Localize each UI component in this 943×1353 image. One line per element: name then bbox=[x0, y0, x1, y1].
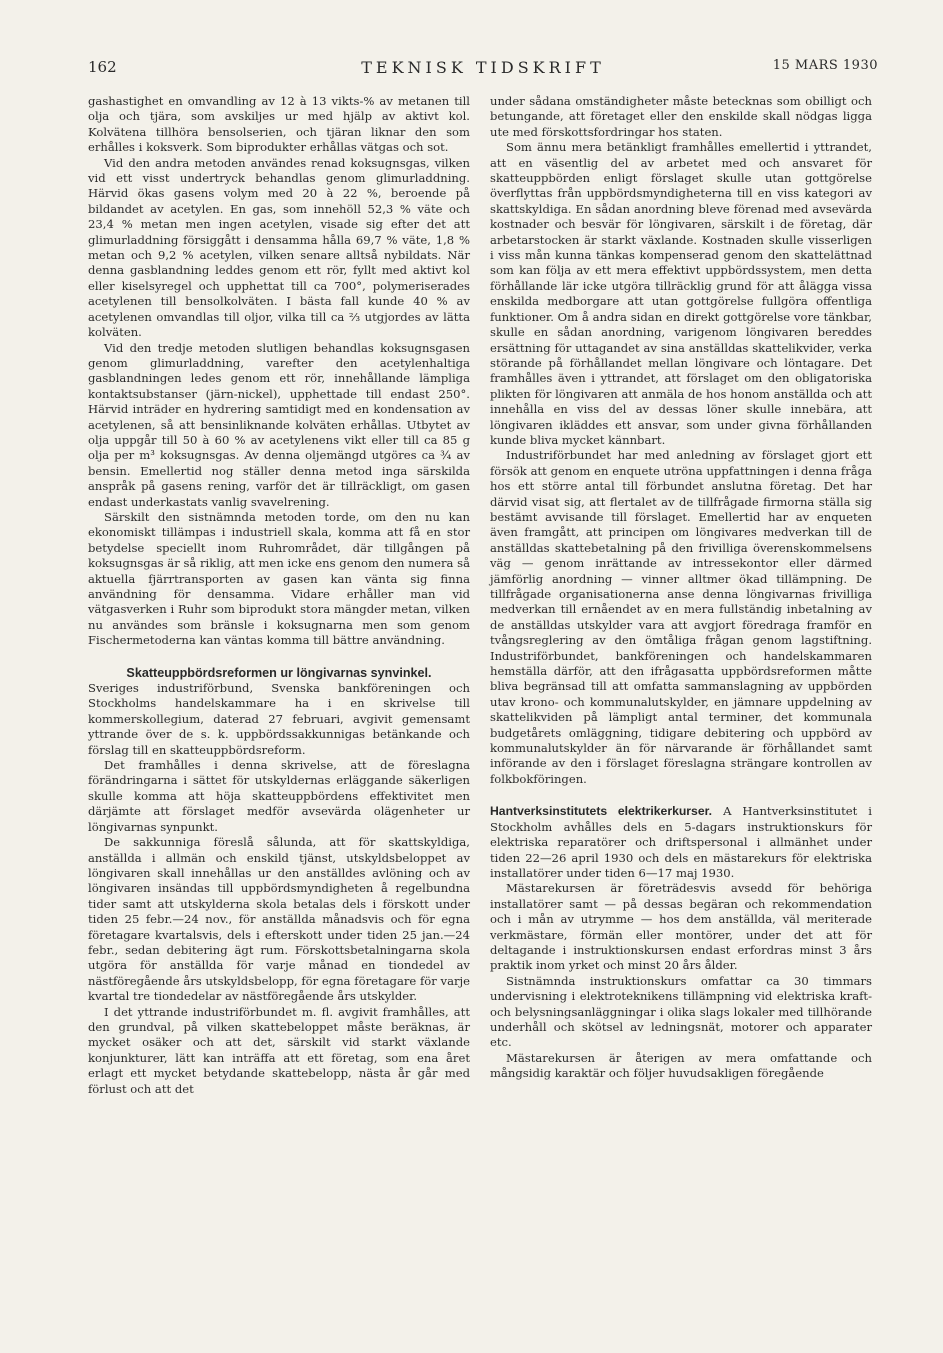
paragraph: Det framhålles i denna skrivelse, att de föreslagna förändringarna i sättet för utskyldernas erläggande säkerligen skulle komma att höja skatteuppbördens effektivitet men därjämte att förslaget medför avsevärda olägenheter ur löngivarnas synpunkt. bbox=[88, 758, 470, 834]
paragraph: I det yttrande industriförbundet m. fl. avgivit framhålles, att den grundval, på vilken skattebeloppet måste beräknas, är mycket osäker och att det, särskilt vid starkt växlande konjunkturer, lätt kan inträffa att ett företag, som ena året erlagt ett mycket betydande skattebelopp, nästa år går med förlust och att det bbox=[88, 1004, 470, 1096]
right-column bbox=[490, 94, 872, 1082]
paragraph: Som ännu mera betänkligt framhålles emellertid i yttrandet, att en väsentlig del av arbetet med och ansvaret för skatteuppbörden enligt förslaget skulle utan gottgörelse överflyttas från uppbördsmyndigheterna till en viss kategori av skattskyldiga. En sådan anordning bleve förenad med avsevärda kostnader och besvär för löngivaren, särskilt i de företag, där arbetarstocken är starkt växlande. Kostnaden skulle visserligen i viss mån kunna tänkas kompenserad genom den skattelättnad som kan följa av ett mera effektivt uppbördssystem, men detta förhållande lär icke utgöra tillräcklig grund för att ålägga vissa enskilda medborgare att utan gottgörelse fullgöra offentliga funktioner. Om å andra sidan en direkt gottgörelse vore tänkbar, skulle en sådan anordning, varigenom löngivaren bereddes ersättning för uttagandet av sina anställdas skattelikvider, verka störande på förhållandet mellan löngivare och löntagare. Det framhålles även i yttrandet, att förslaget om den obligatoriska plikten för löngivaren att anmäla de hos honom anställda och att innehålla en viss del av dessas löner skulle innebära, att löngivaren ikläddes ett ansvar, som under givna förhållanden kunde bliva mycket kännbart. bbox=[490, 140, 872, 447]
paragraph: Särskilt den sistnämnda metoden torde, om den nu kan ekonomiskt tillämpas i industriell skala, komma att få en stor betydelse speciellt inom Ruhrområdet, där tillgången på koksugnsgas är så riklig, att men icke ens genom den numera så aktuella fjärrtransporten av gasen kan vänta sig finna användning för densamma. Vidare erhåller man vid vätgasverken i Ruhr som biprodukt stora mängder metan, vilken nu användes som bränsle i koksugnarna men som genom Fischermetoderna kan väntas komma till bättre användning. bbox=[88, 509, 470, 648]
paragraph: De sakkunniga föreslå sålunda, att för skattskyldiga, anställda i allmän och enskild tjänst, utskyldsbeloppet av löngivaren skall innehållas ur den anställdes avlöning och av löngivaren insändas till uppbördsmyndigheten å regelbundna tider samt att utskylderna skola betalas dels i förskott under tiden 25 febr.—24 nov., för anställda månadsvis och för egna företagare kvartalsvis, dels i efterskott under tiden 25 jan.—24 febr., sedan debitering ägt rum. Förskottsbetalningarna skola utgöra för anställda för varje månad en tiondedel av nästföregående års utskyldsbelopp, för egna företagare för varje kvartal tre tiondedelar av nästföregående års utskylder. bbox=[88, 835, 470, 1004]
paragraph: Mästarekursen är företrädesvis avsedd för behöriga installatörer samt — på dessas begäran och rekommendation och i mån av utrymme — hos dem anställda, väl meriterade verkmästare, förmän eller montörer, under det att för deltagande i instruktionskursen endast erfordras minst 3 års praktik inom yrket och minst 20 års ålder. bbox=[490, 881, 872, 973]
paragraph: under sådana omständigheter måste betecknas som obilligt och betungande, att företaget eller den enskilde skall nödgas ligga ute med förskottsfordringar hos staten. bbox=[490, 94, 872, 139]
paragraph-text: A Hantverksinstitutet i Stockholm avhålles dels en 5-dagars instruktionskurs för elektriska reparatörer och driftspersonal i allmänhet under tiden 22—26 april 1930 och dels en mästarekurs för elektriska installatörer under tiden 6—17 maj 1930. bbox=[490, 804, 873, 880]
paragraph: gashastighet en omvandling av 12 à 13 vikts-% av metanen till olja och tjära, som avskiljes ur med hjälp av aktivt kol. Kolvätena tillhöra bensolserien, och tjäran liknar den som erhålles i koksverk. Som biprodukter erhållas vätgas och sot. bbox=[88, 94, 470, 155]
paragraph: Sistnämnda instruktionskurs omfattar ca 30 timmars undervisning i elektroteknikens tillämpning vid elektriska kraft- och belysningsanläggningar i olika slags lokaler med tillhörande underhåll och skötsel av ledningsnät, motorer och apparater etc. bbox=[490, 973, 872, 1050]
paragraph: Mästarekursen är återigen av mera omfattande och mångsidig karaktär och följer huvudsakligen föregående bbox=[490, 1050, 872, 1081]
paragraph: Vid den andra metoden användes renad koksugnsgas, vilken vid ett visst undertryck behandlas genom glimurladdning. Härvid ökas gasens volym med 20 à 22 %, beroende på bildandet av acetylen. En gas, som innehöll 52,3 % väte och 23,4 % metan men ingen acetylen, visade sig efter det att glimurladdning försiggått i densamma hålla 69,7 % väte, 1,8 % metan och 9,2 % acetylen, vilken senare alltså nybildats. När denna gasblandning leddes genom ett rör, fyllt med aktivt kol eller kiselsyregel och upphettat till ca 700°, polymeriserades acetylenen till bensolkolväten. I bästa fall kunde 40 % av acetylenen omvandlas till oljor, vilka till ca ⅔ utgjordes av lätta kolväten. bbox=[88, 155, 470, 340]
paragraph bbox=[490, 804, 872, 881]
paragraph: Sveriges industriförbund, Svenska bankföreningen och Stockholms handelskammare ha i en skrivelse till kommerskollegium, daterad 27 februari, avgivit gemensamt yttrande över de s. k. uppbördssakkunnigas betänkande och förslag till en skatteuppbördsreform. bbox=[88, 681, 470, 757]
page-header bbox=[88, 56, 878, 82]
section-heading: Skatteuppbördsreformen ur löngivarnas synvinkel. bbox=[126, 665, 432, 680]
paragraph: Industriförbundet har med anledning av förslaget gjort ett försök att genom en enquete utröna uppfattningen i denna fråga hos ett större antal till förbundet anslutna företag. Det har därvid visat sig, att flertalet av de tillfrågade firmorna ställa sig bestämt avvisande till förslaget. Emellertid har av enqueten även framgått, att principen om löngivares medverkan till de anställdas skattebetalning på den frivilliga överenskommelsens väg — genom inrättande av intressekontor eller därmed jämförlig anordning — vinner alltmer ökad tillämpning. De tillfrågade organisationerna anse denna löngivarnas frivilliga medverkan till ernåendet av en mera fullständig inbetalning av de anställdas utskylder vara att avgjort föredraga framför en tvångsreglering av den ömtåliga frågan genom lagstiftning. Industriförbundet, bankföreningen och handelskammaren hemställa därför, att den ifrågasatta uppbördsreformen måtte bliva begränsad till att omfatta sammanslagning av uppbörden utav krono- och kommunalutskylder, en jämnare uppdelning av skattelikviden på lämpligt antal terminer, det kommunala budgetårets omläggning, tidigare debitering och uppbörd av kommunalutskylder än för närvarande är förhållandet samt införande av den i förslaget föreslagna strängare kontrollen av folkbokföringen. bbox=[490, 448, 872, 786]
paragraph: Vid den tredje metoden slutligen behandlas koksugnsgasen genom glimurladdning, varefter den acetylenhaltiga gasblandningen ledes genom ett rör, innehållande lämpliga kontaktsubstanser (järn-nickel), upphettade till endast 250°. Härvid inträder en hydrering samtidigt med en kondensation av acetylenen, så att bensinliknande kolväten erhållas. Utbytet av olja uppgår till 50 à 60 % av acetylenens vikt eller till ca 85 g olja per m³ koksugnsgas. Av denna oljemängd utgöres ca ¾ av bensin. Emellertid nog ställer denna metod inga särskilda anspråk på gasens rening, varför det är tillräckligt, om gasen endast underkastats vanlig svavelrening. bbox=[88, 340, 470, 509]
section-heading: Hantverksinstitutets elektrikerkurser. bbox=[490, 804, 713, 819]
left-column bbox=[88, 94, 470, 1097]
journal-title: TEKNISK TIDSKRIFT bbox=[361, 58, 605, 77]
page-number: 162 bbox=[88, 58, 117, 76]
issue-date: 15 MARS 1930 bbox=[772, 58, 878, 73]
